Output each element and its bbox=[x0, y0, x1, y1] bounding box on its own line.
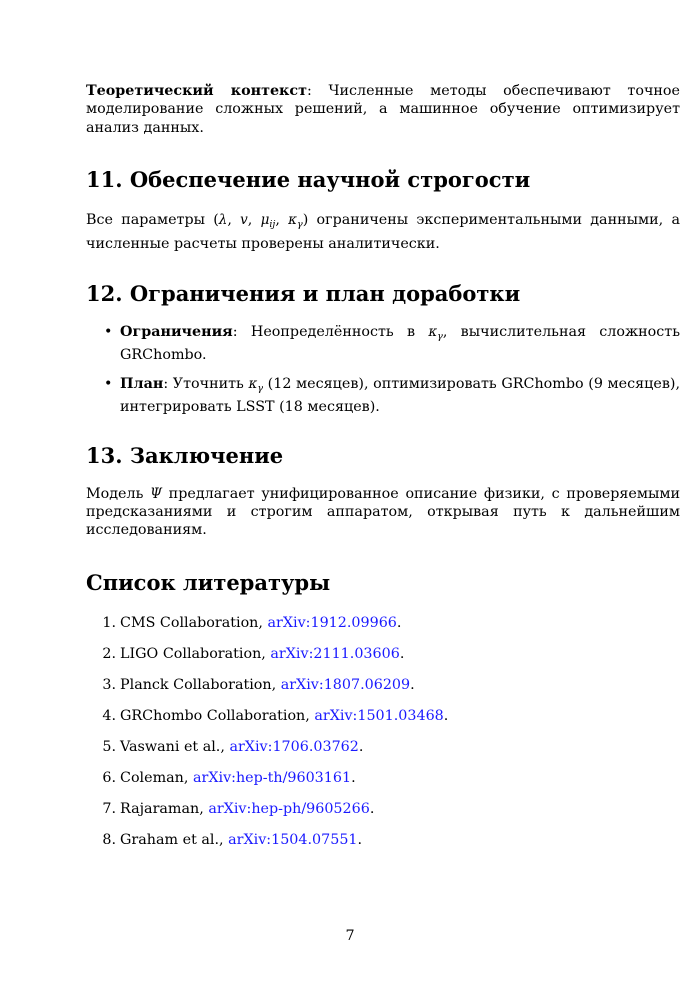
arxiv-link[interactable]: arXiv:1912.09966 bbox=[267, 614, 397, 631]
arxiv-link[interactable]: arXiv:hep-ph/9605266 bbox=[208, 800, 370, 817]
list-item: • Ограничения: Неопределённость в $\kappa_\gamma$, вычислительная сложность GRChombo. bbox=[104, 324, 680, 364]
section-13-title: 13. Заключение bbox=[86, 442, 284, 468]
context-label: Теоретический контекст bbox=[86, 83, 307, 99]
section-11-paragraph: Все параметры (λ, v, $\mu_{ij}$, $\kappa_\gamma$) ограничены экспериментальными данными, а численные расчеты проверены аналитически. bbox=[86, 212, 680, 252]
page-content bbox=[86, 82, 680, 862]
arxiv-link[interactable]: arXiv:1807.06209 bbox=[280, 676, 411, 693]
bullet-icon: • bbox=[104, 375, 113, 392]
arxiv-link[interactable]: arXiv:hep-th/9603161 bbox=[192, 769, 352, 786]
reference-item: 1. CMS Collaboration, arXiv:1912.09966. bbox=[102, 614, 402, 631]
reference-item: 2. LIGO Collaboration, arXiv:2111.03606. bbox=[102, 645, 405, 662]
arxiv-link[interactable]: arXiv:2111.03606 bbox=[270, 645, 400, 662]
bullet-icon: • bbox=[104, 324, 113, 341]
reference-item: 4. GRChombo Collaboration, arXiv:1501.03468. bbox=[102, 707, 449, 724]
list-item: • План: Уточнить $\kappa_\gamma$ (12 месяцев), оптимизировать GRChombo (9 месяцев), интегрировать LSST (18 месяцев). bbox=[104, 375, 680, 416]
context-text: : Численные методы обеспечивают точное моделирование сложных решений, а машинное обучение оптимизирует анализ данных. bbox=[86, 83, 681, 136]
arxiv-link[interactable]: arXiv:1706.03762 bbox=[229, 738, 359, 755]
references-list bbox=[86, 614, 680, 862]
page-number: 7 bbox=[345, 928, 355, 944]
references-title: Список литературы bbox=[86, 569, 331, 595]
conclusion-paragraph: Модель Ψ предлагает унифицированное описание физики, с проверяемыми предсказаниями и строгим аппаратом, открывая путь к дальнейшим исследованиям. bbox=[86, 485, 680, 539]
reference-item: 7. Rajaraman, arXiv:hep-ph/9605266. bbox=[102, 800, 375, 817]
limitations-list bbox=[86, 323, 680, 417]
reference-item: 6. Coleman, arXiv:hep-th/9603161. bbox=[102, 769, 356, 786]
section-11-title: 11. Обеспечение научной строгости bbox=[86, 167, 531, 193]
arxiv-link[interactable]: arXiv:1501.03468 bbox=[314, 707, 444, 724]
context-paragraph bbox=[86, 82, 680, 137]
section-12-title: 12. Ограничения и план доработки bbox=[86, 281, 521, 307]
reference-item: 8. Graham et al., arXiv:1504.07551. bbox=[102, 831, 363, 848]
arxiv-link[interactable]: arXiv:1504.07551 bbox=[228, 831, 358, 848]
reference-item: 5. Vaswani et al., arXiv:1706.03762. bbox=[102, 738, 364, 755]
reference-item: 3. Planck Collaboration, arXiv:1807.06209. bbox=[102, 676, 415, 693]
